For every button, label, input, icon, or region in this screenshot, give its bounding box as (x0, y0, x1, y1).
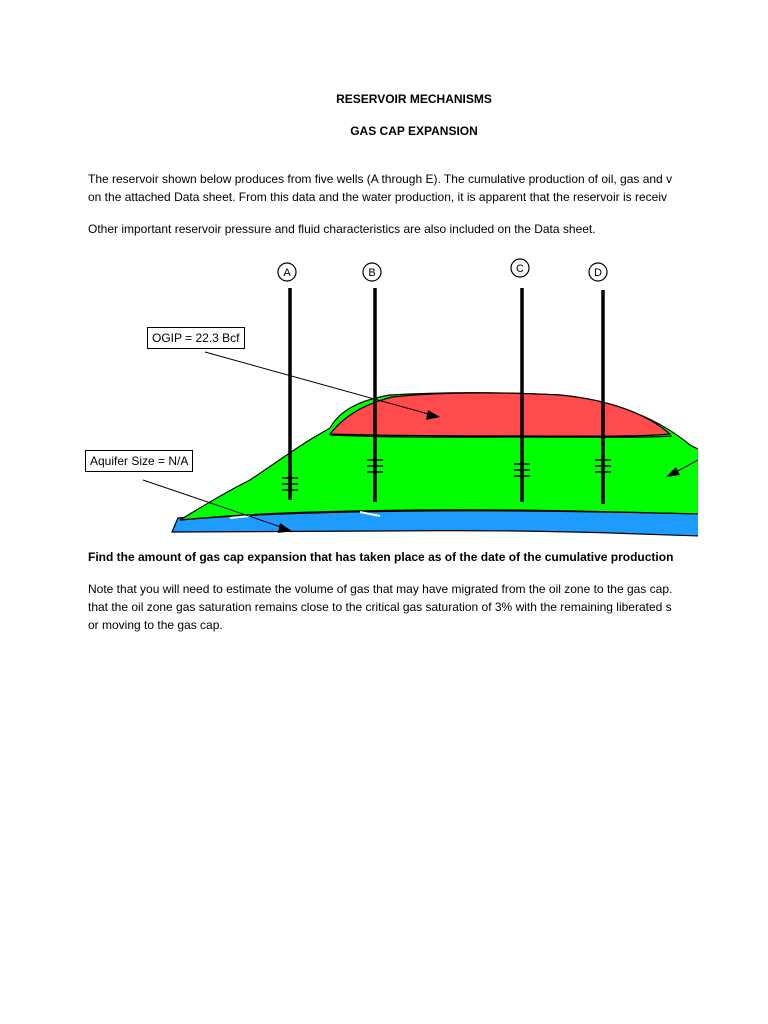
question-text: Find the amount of gas cap expansion that has taken place as of the date of the cumulative production (88, 550, 674, 564)
intro-line-2: on the attached Data sheet. From this data and the water production, it is apparent that the reservoir is receiv (88, 190, 667, 204)
note-line-2: that the oil zone gas saturation remains close to the critical gas saturation of 3% with the remaining liberated s (88, 600, 672, 614)
well-label-c: C (516, 263, 524, 275)
well-label-d: D (594, 267, 602, 279)
reservoir-figure (0, 250, 768, 550)
well-label-b: B (368, 267, 376, 279)
intro-paragraph (88, 170, 699, 206)
note-line-1: Note that you will need to estimate the volume of gas that may have migrated from the oil zone to the gas cap. (88, 582, 673, 596)
page-subtitle: GAS CAP EXPANSION (350, 124, 478, 138)
other-info-paragraph: Other important reservoir pressure and fluid characteristics are also included on the Data sheet. (88, 222, 596, 236)
aquifer-size-label: Aquifer Size = N/A (85, 450, 193, 472)
page-title: RESERVOIR MECHANISMS (336, 92, 492, 106)
note-paragraph (88, 580, 699, 634)
ogip-label: OGIP = 22.3 Bcf (147, 327, 245, 349)
well-label-a: A (283, 267, 291, 279)
reservoir-cross-section (0, 250, 768, 550)
intro-line-1: The reservoir shown below produces from five wells (A through E). The cumulative production of oil, gas and v (88, 172, 673, 186)
note-line-3: or moving to the gas cap. (88, 618, 223, 632)
